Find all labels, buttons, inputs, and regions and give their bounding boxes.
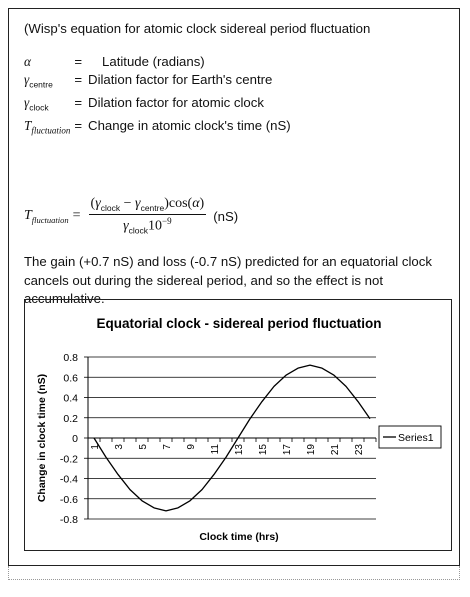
definition-meaning: Dilation factor for Earth's centre bbox=[88, 71, 273, 87]
chart-title: Equatorial clock - sidereal period fluctuation bbox=[96, 316, 382, 331]
wisp-formula bbox=[24, 191, 238, 241]
x-tick-label: 23 bbox=[354, 444, 365, 456]
definition-row bbox=[24, 94, 291, 117]
x-tick-label: 11 bbox=[210, 444, 221, 455]
definition-meaning: Latitude (radians) bbox=[102, 54, 205, 69]
x-tick-label: 7 bbox=[162, 444, 173, 450]
formula-fraction bbox=[89, 196, 207, 235]
x-tick-label: 19 bbox=[306, 444, 317, 456]
bottom-frame-extension bbox=[8, 566, 460, 580]
formula-denominator: $\gamma_{clock}10^{-9}$ bbox=[123, 216, 172, 236]
x-tick-label: 3 bbox=[114, 444, 125, 450]
y-tick-label: -0.2 bbox=[59, 453, 78, 466]
definitions-table bbox=[24, 53, 291, 140]
x-tick-label: 5 bbox=[138, 444, 149, 450]
y-tick-label: 0.6 bbox=[63, 372, 78, 385]
x-tick-label: 17 bbox=[282, 444, 293, 456]
formula-equals: = bbox=[72, 208, 81, 223]
equals-sign: = bbox=[74, 94, 83, 110]
explanation-paragraph: The gain (+0.7 nS) and loss (-0.7 nS) predicted for an equatorial clock cancels out during the sidereal period, and so the effect is not accumulative. bbox=[24, 254, 432, 306]
y-tick-label: -0.4 bbox=[59, 473, 78, 486]
formula-lhs: $T_{fluctuation}$ bbox=[24, 207, 69, 225]
definition-symbol: $T_{fluctuation}$ bbox=[24, 117, 71, 136]
y-axis-label: Change in clock time (nS) bbox=[36, 373, 48, 503]
x-tick-label: 15 bbox=[258, 444, 269, 456]
legend-label: Series1 bbox=[398, 432, 434, 444]
definition-row bbox=[24, 53, 291, 71]
y-tick-label: -0.8 bbox=[59, 514, 78, 526]
definition-row bbox=[24, 117, 291, 140]
x-tick-label: 13 bbox=[234, 444, 245, 456]
y-tick-label: 0 bbox=[72, 433, 78, 445]
definition-meaning: Change in atomic clock's time (nS) bbox=[88, 117, 291, 133]
x-tick-label: 21 bbox=[330, 444, 341, 456]
y-tick-label: 0.2 bbox=[63, 412, 78, 425]
equals-sign: = bbox=[74, 54, 83, 69]
definition-symbol: α bbox=[24, 54, 31, 69]
chart-svg bbox=[25, 300, 453, 552]
definition-meaning: Dilation factor for atomic clock bbox=[88, 94, 264, 110]
equals-sign: = bbox=[74, 71, 83, 87]
definition-symbol: $\gamma_{clock}$ bbox=[24, 94, 49, 113]
formula-numerator: $(\gamma_{clock} - \gamma_{centre})\cos(\alpha)$ bbox=[90, 196, 205, 214]
definition-row bbox=[24, 71, 291, 94]
header-text: (Wisp's equation for atomic clock sidereal period fluctuation bbox=[24, 21, 371, 36]
text-block bbox=[24, 20, 449, 140]
formula-unit: (nS) bbox=[213, 208, 239, 224]
x-tick-label: 9 bbox=[186, 444, 197, 450]
definition-symbol: $\gamma_{centre}$ bbox=[24, 71, 53, 90]
chart-container bbox=[24, 299, 452, 551]
y-tick-label: 0.4 bbox=[63, 392, 78, 405]
equals-sign: = bbox=[74, 117, 83, 133]
y-tick-label: -0.6 bbox=[59, 493, 78, 506]
x-tick-label: 1 bbox=[90, 444, 101, 450]
x-axis-label: Clock time (hrs) bbox=[199, 531, 279, 543]
y-tick-label: 0.8 bbox=[63, 352, 78, 364]
